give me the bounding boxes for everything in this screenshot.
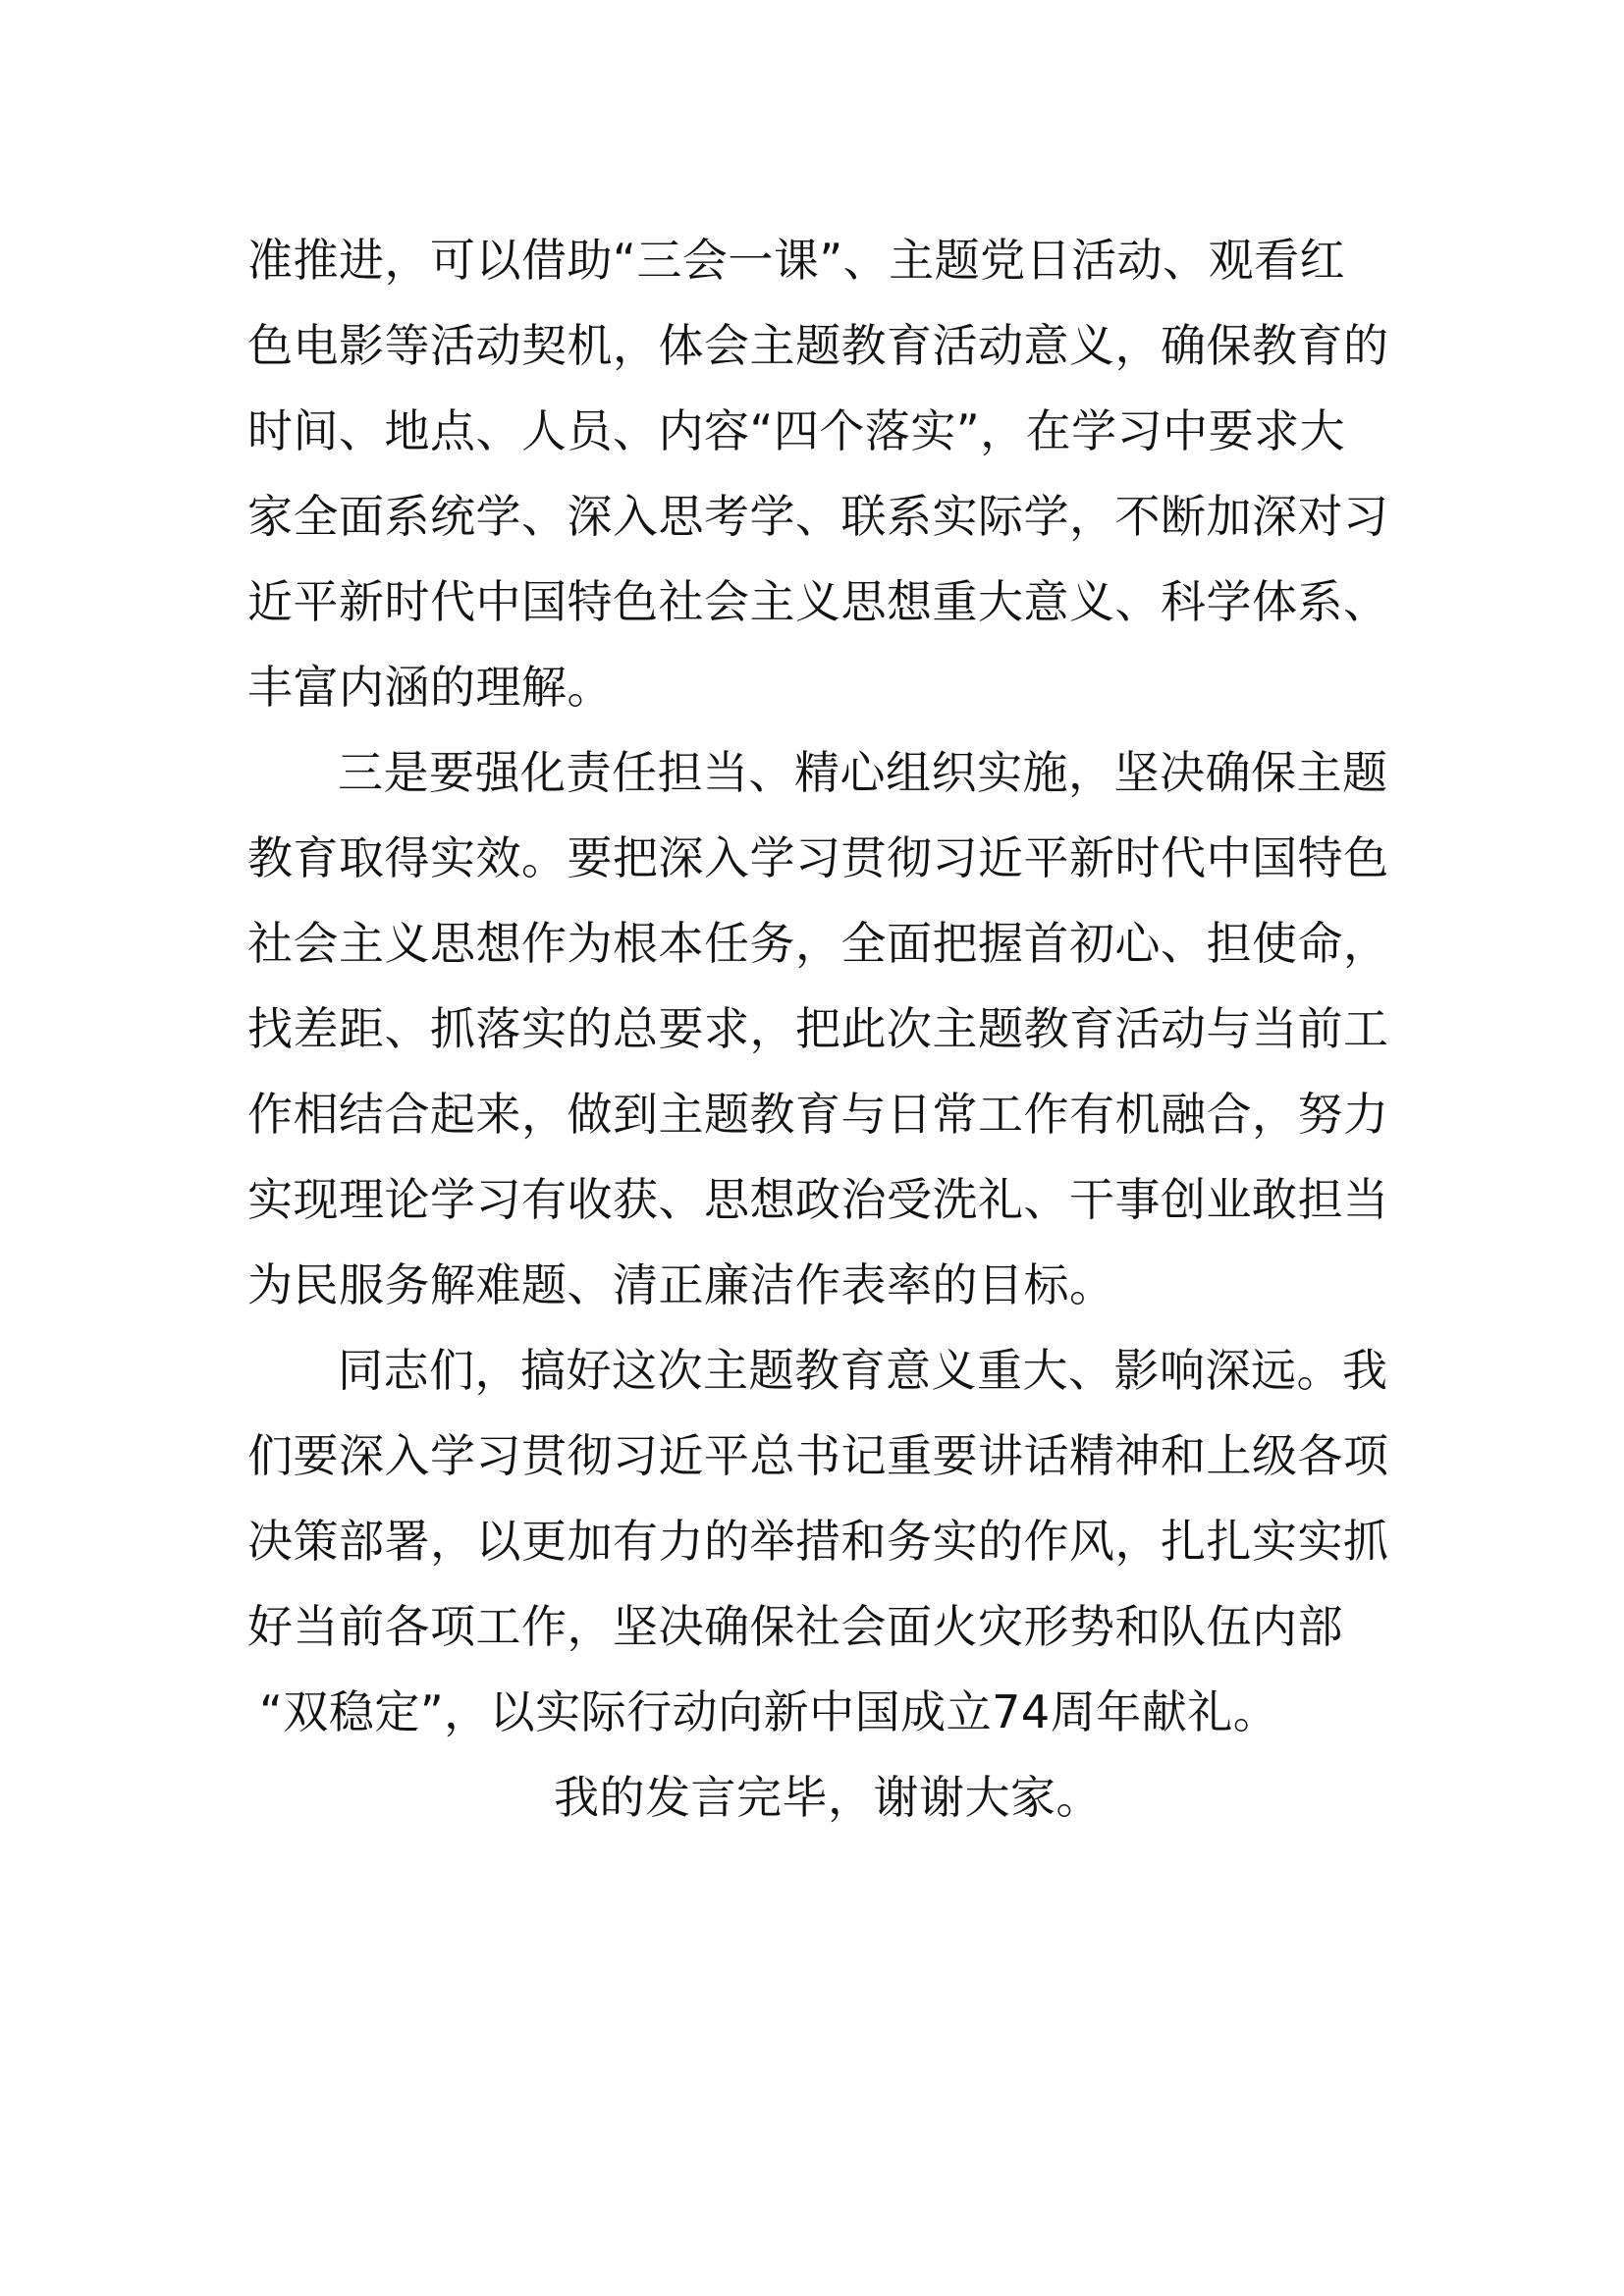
text-line: 社会主义思想作为根本任务，全面把握首初心、担使命， [247, 917, 1389, 970]
closing-line: 我的发言完毕，谢谢大家。 [554, 1771, 1102, 1824]
text-line: 教育取得实效。要把深入学习贯彻习近平新时代中国特色 [247, 831, 1389, 884]
paragraph-start-line: 同志们，搞好这次主题教育意义重大、影响深远。我 [338, 1344, 1388, 1397]
text-line: 家全面系统学、深入思考学、联系实际学，不断加深对习 [247, 490, 1389, 543]
text-line: 色电影等活动契机，体会主题教育活动意义，确保教育的 [247, 319, 1389, 372]
text-line: 们要深入学习贯彻习近平总书记重要讲话精神和上级各项 [247, 1429, 1389, 1482]
speech-text [247, 218, 1389, 1841]
text-line: 决策部署，以更加有力的举措和务实的作风，扎扎实实抓 [247, 1515, 1389, 1568]
text-line: 为民服务解难题、清正廉洁作表率的目标。 [247, 1258, 1115, 1311]
text-line: 准推进，可以借助“三会一课”、主题党日活动、观看红 [247, 234, 1346, 287]
paragraph-start-line: 三是要强化责任担当、精心组织实施，坚决确保主题 [338, 746, 1388, 799]
text-line: 实现理论学习有收获、思想政治受洗礼、干事创业敢担当 [247, 1173, 1389, 1226]
text-line: “双稳定”，以实际行动向新中国成立74周年献礼。 [259, 1685, 1279, 1738]
text-line: 好当前各项工作，坚决确保社会面火灾形势和队伍内部 [247, 1600, 1343, 1653]
text-line: 近平新时代中国特色社会主义思想重大意义、科学体系、 [247, 575, 1389, 628]
text-line: 作相结合起来，做到主题教育与日常工作有机融合，努力 [247, 1088, 1389, 1141]
text-line: 丰富内涵的理解。 [247, 661, 613, 714]
text-line: 找差距、抓落实的总要求，把此次主题教育活动与当前工 [247, 1002, 1389, 1055]
text-line: 时间、地点、人员、内容“四个落实”，在学习中要求大 [247, 404, 1346, 457]
